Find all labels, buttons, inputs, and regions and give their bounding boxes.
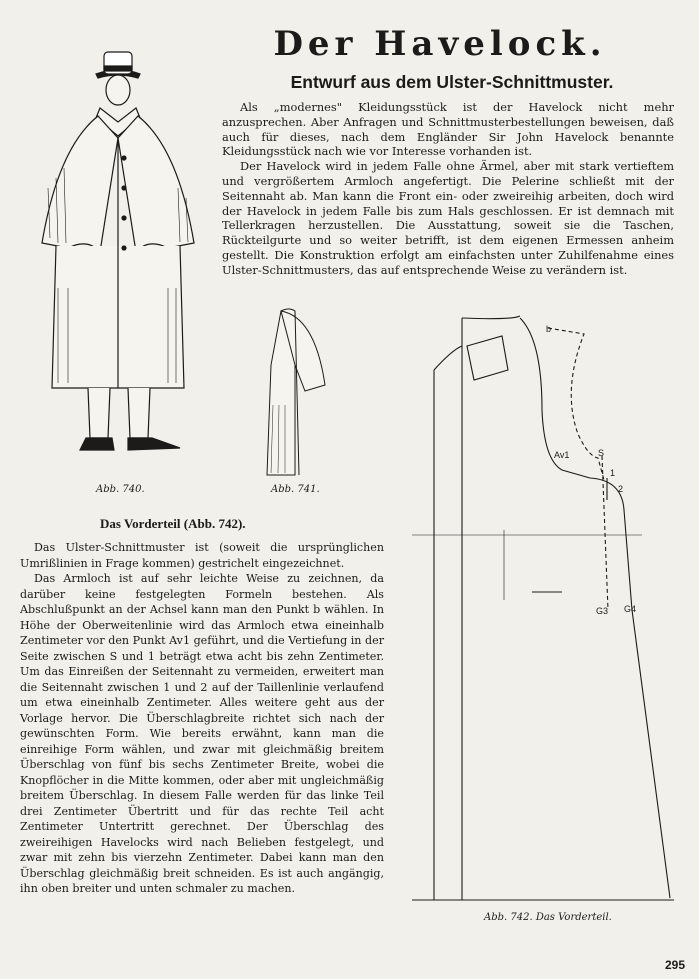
page-title: Der Havelock. [273,24,607,64]
pattern-label-1: 1 [610,468,616,478]
section-paragraph: Das Armloch ist auf sehr leichte Weise zu zeichnen, da darüber keine festgelegten Formeln bestehen. Als Abschlußpunkt an der Achsel kann man den Punkt b wählen. In Höhe der Oberweitenlinie wird das Armloch etwa eineinhalb Zentimeter vor den Punkt Av1 geführt, und die Vertiefung in der Seite zwischen S und 1 beträgt etwa acht bis zehn Zentimeter. Um das Einreißen der Seitennaht zu vermeiden, erweitert man die Seitennaht zwischen 1 und 2 auf der Taillenlinie verlaufend um etwa eineinhalb Zentimeter. Alles weitere geht aus der Vorlage hervor. Die Überschlagbreite richtet sich nach der gewünschten Form. Wie bereits erwähnt, kann man die einreihige Form wählen, und zwar mit gleichmäßig breitem Überschlag von fünf bis sechs Zentimeter Breite, wobei die Knopflöcher in die Mitte kommen, oder aber mit ungleichmäßig breitem Überschlag. In diesem Falle werden für das linke Teil drei Zentimeter Übertritt und für das rechte Teil acht Zentimeter Untertritt gerechnet. Der Überschlag des zweireihigen Havelocks wird nach Belieben festgelegt, und zwar mit zehn bis vierzehn Zentimeter. Dabei kann man den Überschlag gleichmäßig breit schneiden. Es ist auch angängig, ihn oben breiter und unten schmaler zu machen. [20,572,384,895]
pattern-label-g4: G4 [624,604,637,614]
pattern-label-2: 2 [618,484,624,494]
page-number: 295 [664,958,685,972]
pattern-label-b: b [546,324,552,334]
section-paragraph: Das Ulster-Schnittmuster ist (soweit die ursprünglichen Umrißlinien in Frage kommen) gestrichelt eingezeichnet. [20,541,384,570]
intro-paragraph: Als „modernes" Kleidungsstück ist der Havelock nicht mehr anzusprechen. Aber Anfragen und Schnittmusterbestellungen beweisen, daß auch für dieses, nach dem Engländer Sir John Havelock benannte Kleidungsstück nach wie vor Interesse vorhanden ist. [222,100,674,159]
figure-741-illustration [255,305,335,485]
figure-742-caption: Abb. 742. Das Vorderteil. [484,912,612,923]
page-subtitle: Entwurf aus dem Ulster-Schnittmuster. [290,72,614,92]
figure-742-pattern [412,310,674,910]
section-body [20,540,384,897]
figure-741-caption: Abb. 741. [271,484,320,495]
pattern-label-g3: G3 [596,606,609,616]
figure-740-illustration [28,38,218,478]
intro-paragraph: Der Havelock wird in jedem Falle ohne Ärmel, aber mit stark vertieftem und vergrößertem Armloch angefertigt. Die Pelerine schließt mit der Seitennaht ab. Man kann die Front ein- oder zweireihig arbeiten, doch wird der Havelock in jedem Falle bis zum Hals geschlossen. Er ist demnach mit Tellerkragen herzustellen. Die Ausstattung, soweit sie die Taschen, Rückteilgurte und so weiter betrifft, ist dem eigenen Ermessen anheim gestellt. Die Konstruktion erfolgt am einfachsten unter Zuhilfenahme eines Ulster-Schnittmusters, das auf entsprechende Weise zu verändern ist. [222,159,674,277]
pattern-label-s: S [598,448,605,458]
intro-text [222,100,674,278]
pattern-label-av1: Av1 [554,450,570,460]
figure-740-caption: Abb. 740. [96,484,145,495]
section-heading: Das Vorderteil (Abb. 742). [100,516,246,531]
